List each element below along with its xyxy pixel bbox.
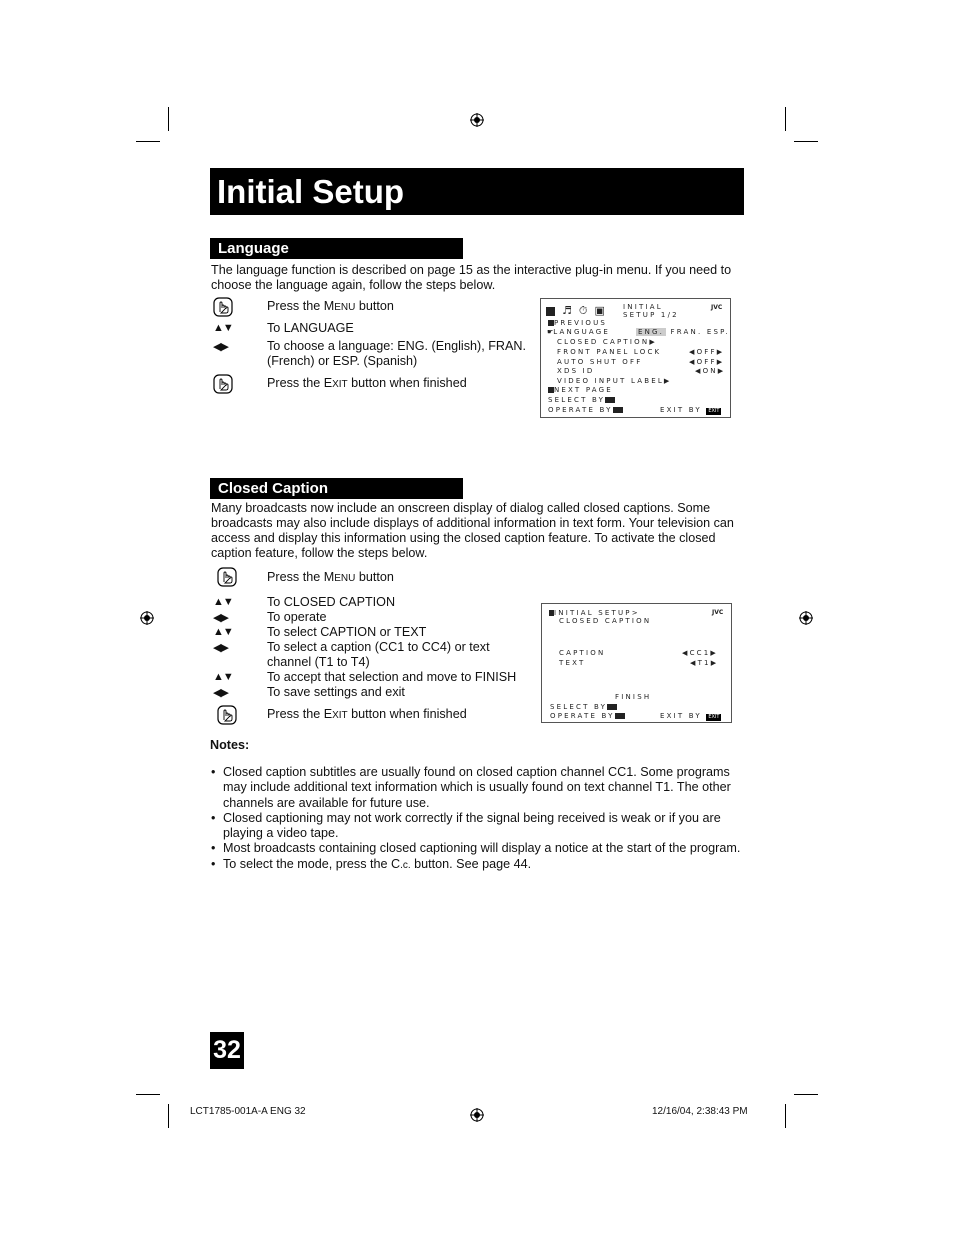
footer-timestamp: 12/16/04, 2:38:43 PM	[652, 1106, 748, 1117]
registration-mark-icon	[470, 1108, 484, 1122]
cc-step-1: Press the MENU button	[267, 570, 394, 584]
crop-mark	[136, 141, 160, 142]
note-item: • Closed captioning may not work correctly if the signal being received is weak or if you are playing a video tape.	[211, 811, 751, 842]
footer-file-info: LCT1785-001A-A ENG 32	[190, 1106, 306, 1117]
crop-mark	[785, 1104, 786, 1128]
cc-step-3: To operate	[267, 610, 327, 624]
pointer-hand-icon: ☛	[547, 328, 554, 336]
osd-exit-by: EXIT BY EXIT	[660, 406, 720, 414]
osd-auto-shut-off: AUTO SHUT OFF	[557, 358, 643, 366]
lang-step-3: To choose a language: ENG. (English), FRAN. (French) or ESP. (Spanish)	[267, 339, 526, 368]
up-down-arrows-icon: ▲▼	[213, 322, 233, 334]
jvc-logo: JVC	[711, 304, 723, 311]
registration-mark-icon	[470, 113, 484, 127]
up-down-arrows-icon: ▲▼	[213, 626, 233, 638]
osd-text-label: TEXT	[559, 659, 586, 667]
language-osd-screen	[540, 298, 731, 418]
cc-step-5: To select a caption (CC1 to CC4) or text channel (T1 to T4)	[267, 640, 490, 669]
osd-video-input-label: VIDEO INPUT LABEL▶	[557, 377, 672, 385]
crop-mark	[136, 1094, 160, 1095]
osd-auto-shut-off-value: ◀OFF▶	[689, 358, 725, 366]
osd-cc-header-2: CLOSED CAPTION	[559, 617, 652, 625]
osd-previous: PREVIOUS	[548, 319, 607, 327]
osd-menu-icons	[546, 304, 605, 318]
cc-step-2: To CLOSED CAPTION	[267, 595, 396, 609]
hand-press-icon	[217, 567, 237, 587]
up-down-arrows-icon: ▲▼	[213, 671, 233, 683]
osd-operate-by: OPERATE BY	[548, 406, 623, 414]
jvc-logo: JVC	[712, 609, 724, 616]
osd-closed-caption: CLOSED CAPTION▶	[557, 338, 657, 346]
crop-mark	[168, 107, 169, 131]
note-item: • Closed caption subtitles are usually found on closed caption channel CC1. Some programs may include additional text information which is usually found on text channel T1. The other channels are available for future use.	[211, 765, 751, 811]
notes-title: Notes:	[210, 738, 250, 752]
lang-step-4: Press the EXIT button when finished	[267, 376, 467, 390]
left-right-arrows-icon: ◀▶	[213, 687, 228, 699]
timer-icon: ⏱	[578, 304, 588, 317]
crop-mark	[168, 1104, 169, 1128]
osd-caption-value: ◀CC1▶	[682, 649, 718, 657]
notes-list	[211, 765, 751, 873]
page-number: 32	[210, 1032, 244, 1069]
osd-title-line2: SETUP 1/2	[623, 311, 679, 319]
closed-caption-heading: Closed Caption	[210, 478, 463, 499]
registration-mark-icon	[140, 611, 154, 625]
lang-step-2: To LANGUAGE	[267, 321, 354, 335]
osd-xds-id: XDS ID	[557, 367, 595, 375]
crop-mark	[794, 141, 818, 142]
crop-mark	[794, 1094, 818, 1095]
note-item: • To select the mode, press the C.c. button. See page 44.	[211, 857, 751, 873]
closed-caption-osd-screen	[541, 603, 732, 723]
osd-cc-select-by: SELECT BY	[550, 703, 617, 711]
osd-xds-id-value: ◀ON▶	[695, 367, 726, 375]
hand-press-icon	[213, 297, 233, 317]
osd-text-value: ◀T1▶	[690, 659, 719, 667]
lang-step-1: Press the MENU button	[267, 299, 394, 313]
language-intro: The language function is described on page 15 as the interactive plug-in menu. If you need to choose the language again, follow the steps below.	[211, 263, 732, 292]
cc-step-6: To accept that selection and move to FINISH	[267, 670, 517, 684]
music-note-icon: ♬	[562, 304, 572, 317]
osd-cc-operate-by: OPERATE BY	[550, 712, 625, 720]
up-down-arrows-icon: ▲▼	[213, 596, 233, 608]
note-item: • Most broadcasts containing closed captioning will display a notice at the start of the program.	[211, 841, 751, 856]
left-right-arrows-icon: ◀▶	[213, 612, 228, 624]
hand-press-icon	[217, 705, 237, 725]
left-right-arrows-icon: ◀▶	[213, 341, 228, 353]
osd-next-page: NEXT PAGE	[548, 386, 613, 394]
cc-step-4: To select CAPTION or TEXT	[267, 625, 427, 639]
osd-cc-exit-by: EXIT BY EXIT	[660, 712, 720, 720]
cc-step-7: To save settings and exit	[267, 685, 405, 699]
osd-finish: FINISH	[615, 693, 652, 701]
hand-press-icon	[213, 374, 233, 394]
registration-mark-icon	[799, 611, 813, 625]
page-title: Initial Setup	[210, 168, 744, 215]
crop-mark	[785, 107, 786, 131]
osd-cc-header-1: INITIAL SETUP>	[549, 609, 640, 617]
osd-language-options: ENG. FRAN. ESP.	[638, 328, 730, 336]
picture-icon	[546, 307, 555, 316]
closed-caption-intro: Many broadcasts now include an onscreen display of dialog called closed captions. Some broadcasts may also include displays of additional information in text form. Your television can access and display this information using the closed caption feature. To activate the closed caption feature, follow the steps below.	[211, 501, 734, 560]
osd-select-by: SELECT BY	[548, 396, 615, 404]
osd-language-row: ☛LANGUAGE	[547, 328, 611, 336]
osd-caption-label: CAPTION	[559, 649, 606, 657]
lock-icon: ▣	[594, 304, 605, 317]
language-heading: Language	[210, 238, 463, 259]
osd-title-line1: INITIAL	[623, 303, 663, 311]
left-right-arrows-icon: ◀▶	[213, 642, 228, 654]
osd-front-panel-lock: FRONT PANEL LOCK	[557, 348, 662, 356]
osd-front-panel-lock-value: ◀OFF▶	[689, 348, 725, 356]
cc-step-8: Press the EXIT button when finished	[267, 707, 467, 721]
